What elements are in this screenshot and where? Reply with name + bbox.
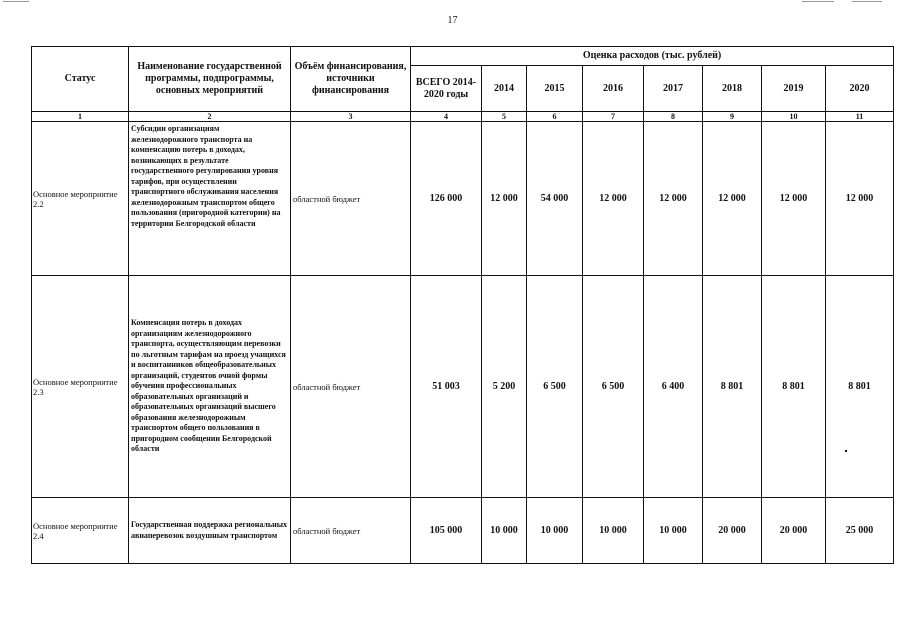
row-value-2017: 10 000	[644, 498, 703, 564]
row-source: областной бюджет	[291, 122, 411, 276]
page-number: 17	[447, 15, 458, 26]
row-value-2019: 8 801	[762, 276, 826, 498]
row-total: 126 000	[411, 122, 482, 276]
row-status: Основное мероприятие 2.2	[32, 122, 129, 276]
row-value-2018: 20 000	[703, 498, 762, 564]
column-number: 5	[482, 112, 527, 122]
header-year-2020: 2020	[826, 66, 894, 112]
row-description: Субсидии организациям железнодорожного транспорта на компенсацию потерь в доходах, возникающих в результате государственного регулирования уровня тарифов, при осуществлении транспортного обслуживания населения железнодорожным транспортом общего пользования (пригородной категории) на территории Белгородской области	[129, 122, 291, 276]
table-row	[32, 276, 894, 498]
row-description: Компенсация потерь в доходах организациям железнодорожного транспорта, осуществляющим перевозки по льготным тарифам на проезд учащихся и воспитанников общеобразовательных организаций, студентов очной формы обучения профессиональных образовательных организаций и образовательных организаций высшего образования железнодорожным транспортом общего пользования в пригородном сообщении Белгородской области	[129, 276, 291, 498]
row-value-2018: 8 801	[703, 276, 762, 498]
header-year-2017: 2017	[644, 66, 703, 112]
row-value-2017: 6 400	[644, 276, 703, 498]
scan-mark-right	[802, 1, 834, 2]
column-number: 6	[527, 112, 583, 122]
row-value-2017: 12 000	[644, 122, 703, 276]
table-row	[32, 498, 894, 564]
column-number: 1	[32, 112, 129, 122]
row-value-2014: 5 200	[482, 276, 527, 498]
column-number: 7	[583, 112, 644, 122]
row-total: 51 003	[411, 276, 482, 498]
row-value-2020: 8 801	[826, 276, 894, 498]
column-number: 10	[762, 112, 826, 122]
scan-mark-left	[3, 1, 29, 2]
row-value-2019: 12 000	[762, 122, 826, 276]
row-value-2016: 10 000	[583, 498, 644, 564]
row-value-2015: 6 500	[527, 276, 583, 498]
row-value-2014: 12 000	[482, 122, 527, 276]
header-year-2019: 2019	[762, 66, 826, 112]
row-value-2020: 12 000	[826, 122, 894, 276]
header-year-2014: 2014	[482, 66, 527, 112]
header-year-2018: 2018	[703, 66, 762, 112]
row-value-2015: 10 000	[527, 498, 583, 564]
row-source: областной бюджет	[291, 498, 411, 564]
header-year-2015: 2015	[527, 66, 583, 112]
column-number-row	[32, 112, 894, 122]
column-number: 4	[411, 112, 482, 122]
header-estimate: Оценка расходов (тыс. рублей)	[411, 47, 894, 66]
header-year-2016: 2016	[583, 66, 644, 112]
row-source: областной бюджет	[291, 276, 411, 498]
scan-dot	[845, 450, 847, 452]
column-number: 3	[291, 112, 411, 122]
row-value-2016: 12 000	[583, 122, 644, 276]
row-value-2020: 25 000	[826, 498, 894, 564]
row-value-2018: 12 000	[703, 122, 762, 276]
column-number: 9	[703, 112, 762, 122]
column-number: 8	[644, 112, 703, 122]
row-value-2016: 6 500	[583, 276, 644, 498]
header-name: Наименование государственной программы, подпрограммы, основных мероприятий	[129, 47, 291, 112]
row-status: Основное мероприятие 2.3	[32, 276, 129, 498]
row-value-2019: 20 000	[762, 498, 826, 564]
header-total: ВСЕГО 2014-2020 годы	[411, 66, 482, 112]
header-funding: Объём финансирования, источники финансирования	[291, 47, 411, 112]
header-status: Статус	[32, 47, 129, 112]
row-total: 105 000	[411, 498, 482, 564]
row-description: Государственная поддержка региональных авиаперевозок воздушным транспортом	[129, 498, 291, 564]
row-value-2014: 10 000	[482, 498, 527, 564]
table-row	[32, 122, 894, 276]
column-number: 2	[129, 112, 291, 122]
row-status: Основное мероприятие 2.4	[32, 498, 129, 564]
row-value-2015: 54 000	[527, 122, 583, 276]
column-number: 11	[826, 112, 894, 122]
expenditure-table	[31, 46, 894, 564]
scan-mark-right-2	[852, 1, 882, 2]
